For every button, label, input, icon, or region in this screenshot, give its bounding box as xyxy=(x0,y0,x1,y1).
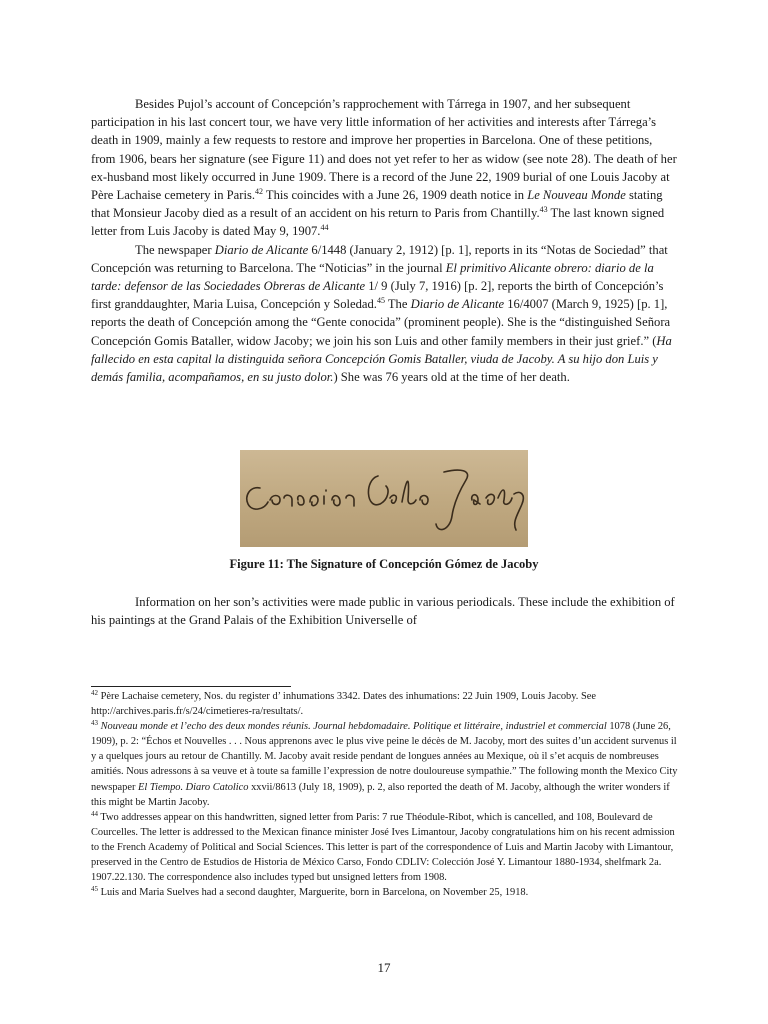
paragraph-3: Information on her son’s activities were made public in various periodicals. These include the exhibition of his paintings at the Grand Palais of the Exhibition Universelle of xyxy=(91,595,675,628)
footnotes xyxy=(91,689,681,900)
body-text-top xyxy=(91,95,677,386)
signature-image xyxy=(240,450,528,547)
footnote-ref-45[interactable]: 45 xyxy=(376,296,385,306)
footnote-44: $^{44}$ Two addresses appear on this handwritten, signed letter from Paris: 7 rue Théodule-Ribot, which is cancelled, and 108, Boulevard de Courcelles. The letter is addressed to the Mexican finance minister José Ives Limantour, Jacoby congratulations him on his recent admission to the French Academy of Political and Social Sciences. This letter is part of the correspondence of Luis and Martin Jacoby with Limantour, preserved in the Centro de Estudios de Historia de México Carso, Fondo CDLIV: Colección José Y. Limantour 1880-1934, shelfmark 2a. 1907.22.130. The correspondence also includes typed but unsigned letters from 1908. xyxy=(91,809,675,884)
footnote-42: $^{42}$ Père Lachaise cemetery, Nos. du register d’ inhumations 3342. Dates des inhumations: 22 Juin 1909, Louis Jacoby. See http://archives.paris.fr/s/24/cimetieres-ra/resultats/. xyxy=(91,689,596,718)
figure-caption: Figure 11: The Signature of Concepción Gómez de Jacoby xyxy=(229,557,539,571)
paragraph-2: The newspaper Diario de Alicante 6/1448 (January 2, 1912) [p. 1], reports in its “Notas de Sociedad” that Concepción was returning to Barcelona. The “Noticias” in the journal El primitivo Alicante obrero: diario de la tarde: defensor de las Sociedades Obreras de Alicante 1/ 9 (July 7, 1916) [p. 2], reports the birth of Concepción’s first granddaughter, Maria Luisa, Concepción y Soledad.$^{45}$ The Diario de Alicante 16/4007 (March 9, 1925) [p. 1], reports the death of Concepción among the “Gente conocida” (prominent people). She is the “distinguished Señora Concepción Gomis Bataller, widow Jacoby; we join his son Luis and other family members in their just grief.” (Ha fallecido en esta capital la distinguida señora Concepción Gomis Bataller, viuda de Jacoby. A su hijo don Luis y demás familia, acompañamos, en su justo dolor.) She was 76 years old at the time of her death. xyxy=(91,242,672,385)
footnote-43: $^{43}$ Nouveau monde et l’echo des deux mondes réunis. Journal hebdomadaire. Politique et littéraire, industriel et commercial 1078 (June 26, 1909), p. 2: “Échos et Nouvelles . . . Nous apprenons avec le plus vive peine le décès de M. Jacoby, mort des suites d’un accident survenus il y a quelques jours au retour de Chantilly. M. Jacoby avait reside pendant de longues années au Mexique, où il s’et acquis de nombreuses amitiés. Nous adressons à sa veuve et à toute sa famille l’expression de notre douloureuse sympathie.” The following month the Mexico City newspaper El Tiempo. Diaro Catolico xxvii/8613 (July 18, 1909), p. 2, also reported the death of M. Jacoby, although the writer wonders if this might be Martin Jacoby. xyxy=(91,719,678,808)
footnote-ref-42[interactable]: 42 xyxy=(255,187,263,197)
footnote-45: $^{45}$ Luis and Maria Suelves had a second daughter, Marguerite, born in Barcelona, on November 25, 1918. xyxy=(91,885,529,899)
footnote-ref-43[interactable]: 43 xyxy=(539,205,548,215)
paragraph-1: Besides Pujol’s account of Concepción’s rapprochement with Tárrega in 1907, and her subsequent participation in his last concert tour, we have very little information of her activities and interests after Tárrega’s death in 1909, mainly a few requests to restore and improve her properties in Barcelona. One of these petitions, from 1906, bears her signature (see Figure 11) and does not yet refer to her as widow (see note 28). The death of her ex-husband most likely occurred in June 1909. There is a record of the June 22, 1909 burial of one Louis Jacoby at Père Lachaise cemetery in Paris.$^{42}$ This coincides with a June 26, 1909 death notice in Le Nouveau Monde stating that Monsieur Jacoby died as a result of an accident on his return to Paris from Chantilly.$^{43}$ The last known signed letter from Luis Jacoby is dated May 9, 1907.44 xyxy=(91,97,677,239)
body-text-bottom xyxy=(91,593,677,629)
page-number: 17 xyxy=(377,960,391,975)
footnote-separator xyxy=(91,686,291,687)
footnote-ref-44[interactable]: 44 xyxy=(320,223,329,233)
signature-drawing xyxy=(240,450,528,547)
